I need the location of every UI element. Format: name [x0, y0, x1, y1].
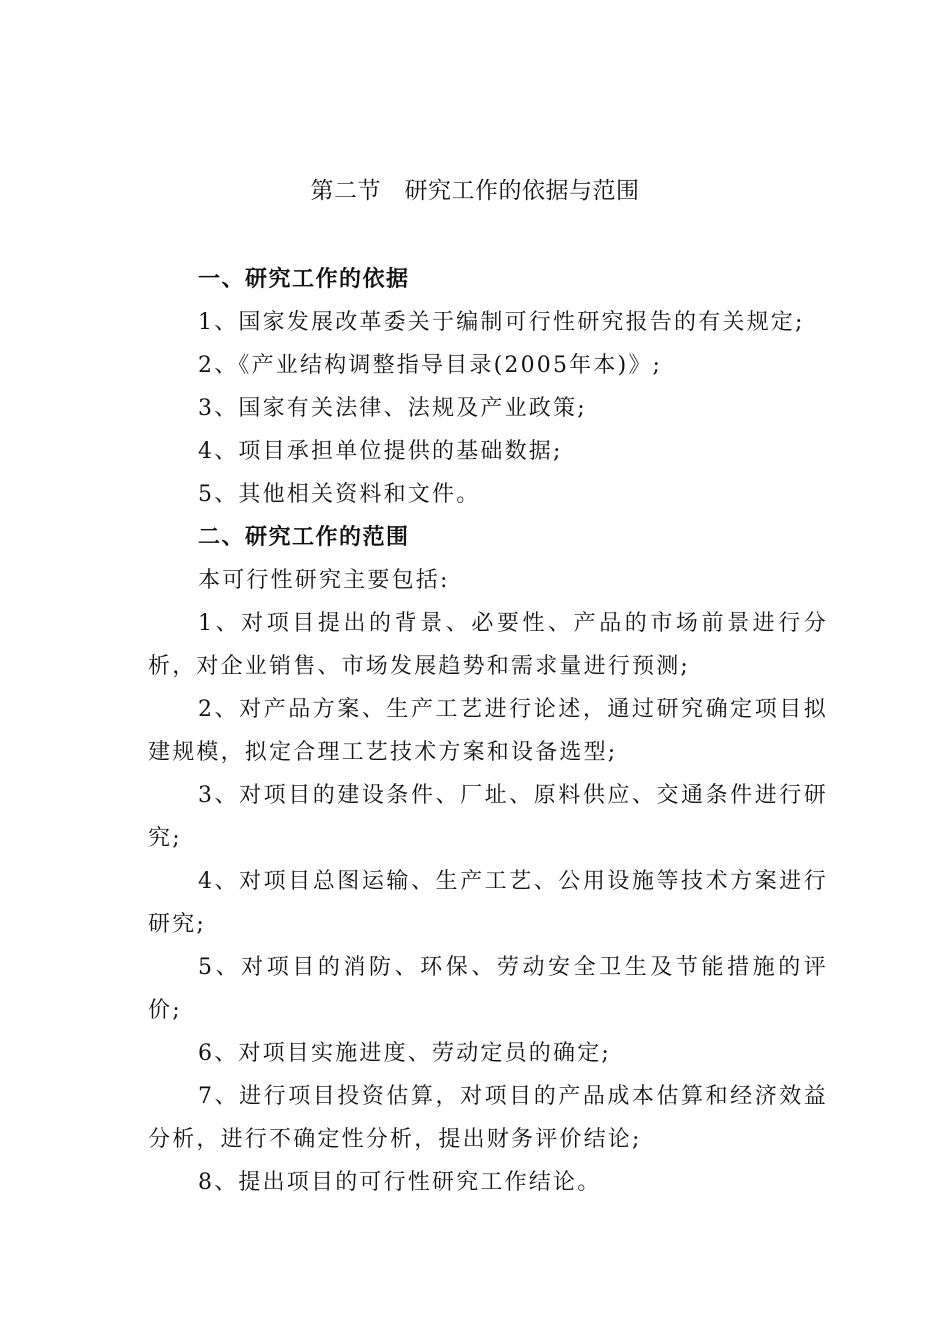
- basis-item-4: 4、项目承担单位提供的基础数据;: [198, 439, 563, 464]
- scope-intro: 本可行性研究主要包括:: [198, 568, 450, 593]
- scope-item-2: 2、对产品方案、生产工艺进行论述，通过研究确定项目拟建规模，拟定合理工艺技术方案和设备选型;: [148, 697, 828, 765]
- basis-item-3: 3、国家有关法律、法规及产业政策;: [198, 396, 587, 421]
- scope-item-3: 3、对项目的建设条件、厂址、原料供应、交通条件进行研究;: [148, 783, 828, 851]
- section-title: 第二节 研究工作的依据与范围: [310, 178, 640, 204]
- scope-item-4: 4、对项目总图运输、生产工艺、公用设施等技术方案进行研究;: [148, 869, 828, 937]
- section2-heading: 二、研究工作的范围: [198, 525, 410, 550]
- basis-item-1: 1、国家发展改革委关于编制可行性研究报告的有关规定;: [198, 310, 805, 335]
- section1-heading: 一、研究工作的依据: [198, 267, 410, 292]
- basis-item-2: 2、《产业结构调整指导目录(2005年本)》;: [198, 353, 663, 378]
- document-body: [148, 258, 828, 1204]
- basis-item-5: 5、其他相关资料和文件。: [198, 482, 481, 507]
- scope-item-1: 1、对项目提出的背景、必要性、产品的市场前景进行分析，对企业销售、市场发展趋势和需求量进行预测;: [148, 611, 828, 679]
- scope-item-5: 5、对项目的消防、环保、劳动安全卫生及节能措施的评价;: [148, 955, 828, 1023]
- scope-item-7: 7、进行项目投资估算，对项目的产品成本估算和经济效益分析，进行不确定性分析，提出财务评价结论;: [148, 1084, 828, 1152]
- scope-item-8: 8、提出项目的可行性研究工作结论。: [198, 1170, 602, 1195]
- scope-item-6: 6、对项目实施进度、劳动定员的确定;: [198, 1041, 612, 1066]
